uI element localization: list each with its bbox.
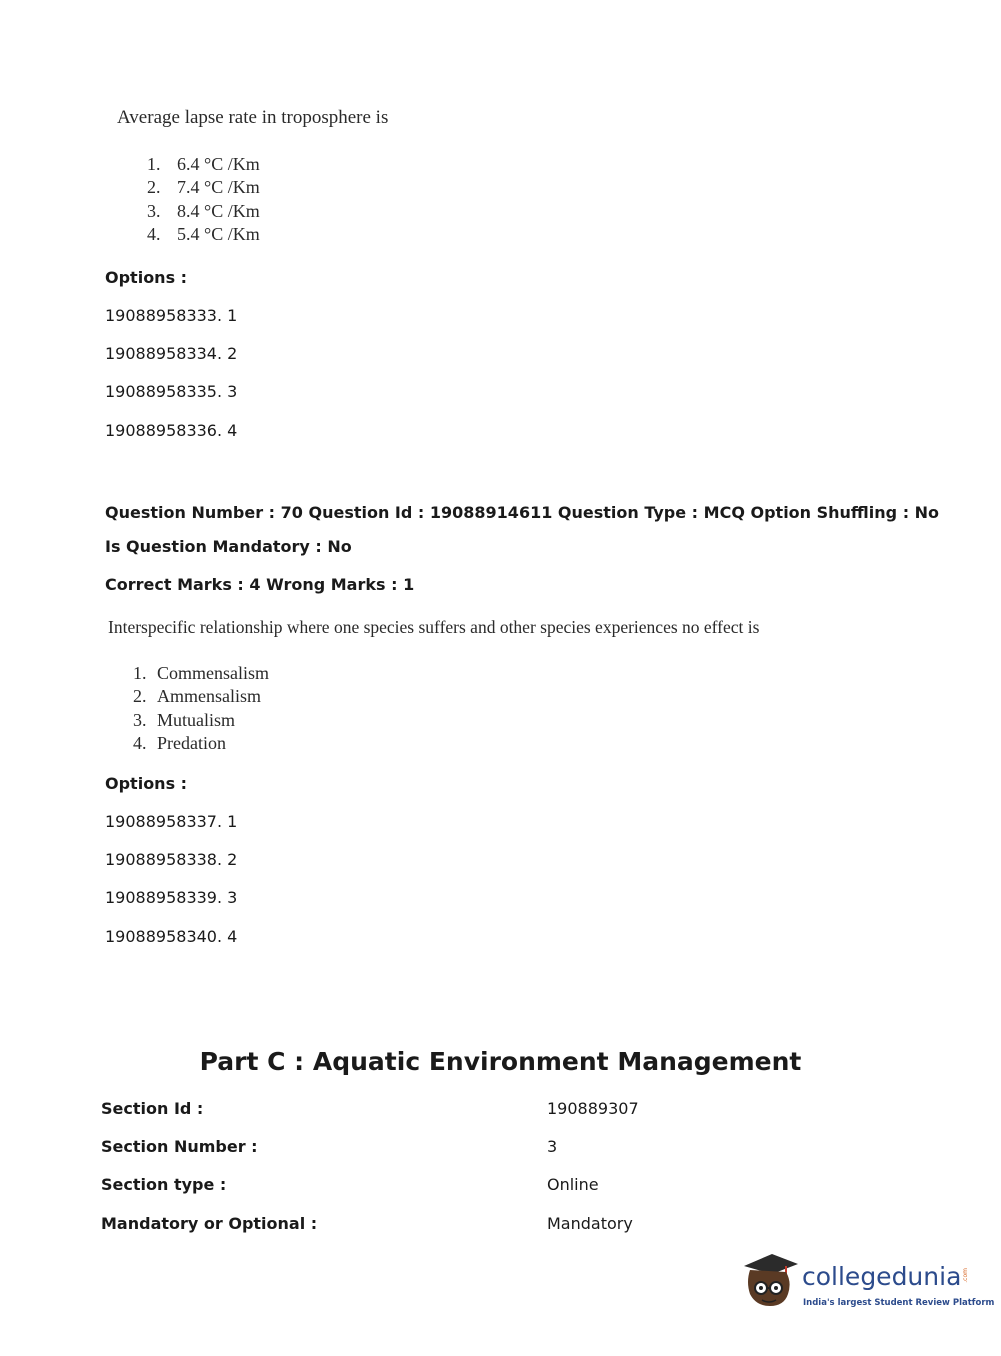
q70-options-label: Options : (105, 774, 188, 793)
q69-choice-3: 3. 8.4 °C /Km (147, 200, 260, 221)
collegedunia-logo (740, 1248, 995, 1318)
section-type-value: Online (547, 1175, 599, 1194)
section-id-label: Section Id : (101, 1099, 204, 1118)
q70-choice-2: 2. Ammensalism (133, 686, 261, 707)
q70-option-4: 19088958340. 4 (105, 927, 238, 946)
mandatory-optional-label: Mandatory or Optional : (101, 1214, 318, 1233)
q69-choice-4: 4. 5.4 °C /Km (147, 223, 260, 244)
section-number-value: 3 (547, 1137, 558, 1156)
logo-brand: collegedunia (802, 1262, 962, 1291)
q69-stem: Average lapse rate in troposphere is (117, 107, 389, 128)
mascot-icon (740, 1248, 800, 1314)
part-title: Part C : Aquatic Environment Management (199, 1047, 802, 1076)
q70-option-2: 19088958338. 2 (105, 850, 238, 869)
q70-choice-3: 3. Mutualism (133, 709, 236, 730)
q70-choice-1: 1. Commensalism (133, 663, 269, 683)
q70-stem: Interspecific relationship where one species suffers and other species experiences no effect is (108, 617, 760, 637)
q70-mandatory-line: Is Question Mandatory : No (105, 537, 352, 556)
q69-choice-1: 1. 6.4 °C /Km (147, 154, 260, 174)
q69-option-1: 19088958333. 1 (105, 306, 238, 325)
q69-option-3: 19088958335. 3 (105, 382, 238, 401)
q69-options-label: Options : (105, 268, 188, 287)
section-id-value: 190889307 (547, 1099, 639, 1118)
q69-option-4: 19088958336. 4 (105, 421, 238, 440)
logo-dotcom: .com (962, 1268, 969, 1283)
q70-option-1: 19088958337. 1 (105, 812, 238, 831)
q70-marks-line: Correct Marks : 4 Wrong Marks : 1 (105, 575, 415, 594)
q69-choice-list (147, 153, 260, 246)
q70-choice-4: 4. Predation (133, 732, 226, 753)
q69-choice-2: 2. 7.4 °C /Km (147, 177, 260, 198)
section-number-label: Section Number : (101, 1137, 258, 1156)
mandatory-optional-value: Mandatory (547, 1214, 633, 1233)
q70-choice-list (133, 662, 269, 755)
section-type-label: Section type : (101, 1175, 227, 1194)
q69-option-2: 19088958334. 2 (105, 344, 238, 363)
q70-header-line: Question Number : 70 Question Id : 19088914611 Question Type : MCQ Option Shuffling : No (105, 503, 940, 522)
logo-tagline: India's largest Student Review Platform (803, 1298, 995, 1308)
q70-option-3: 19088958339. 3 (105, 888, 238, 907)
